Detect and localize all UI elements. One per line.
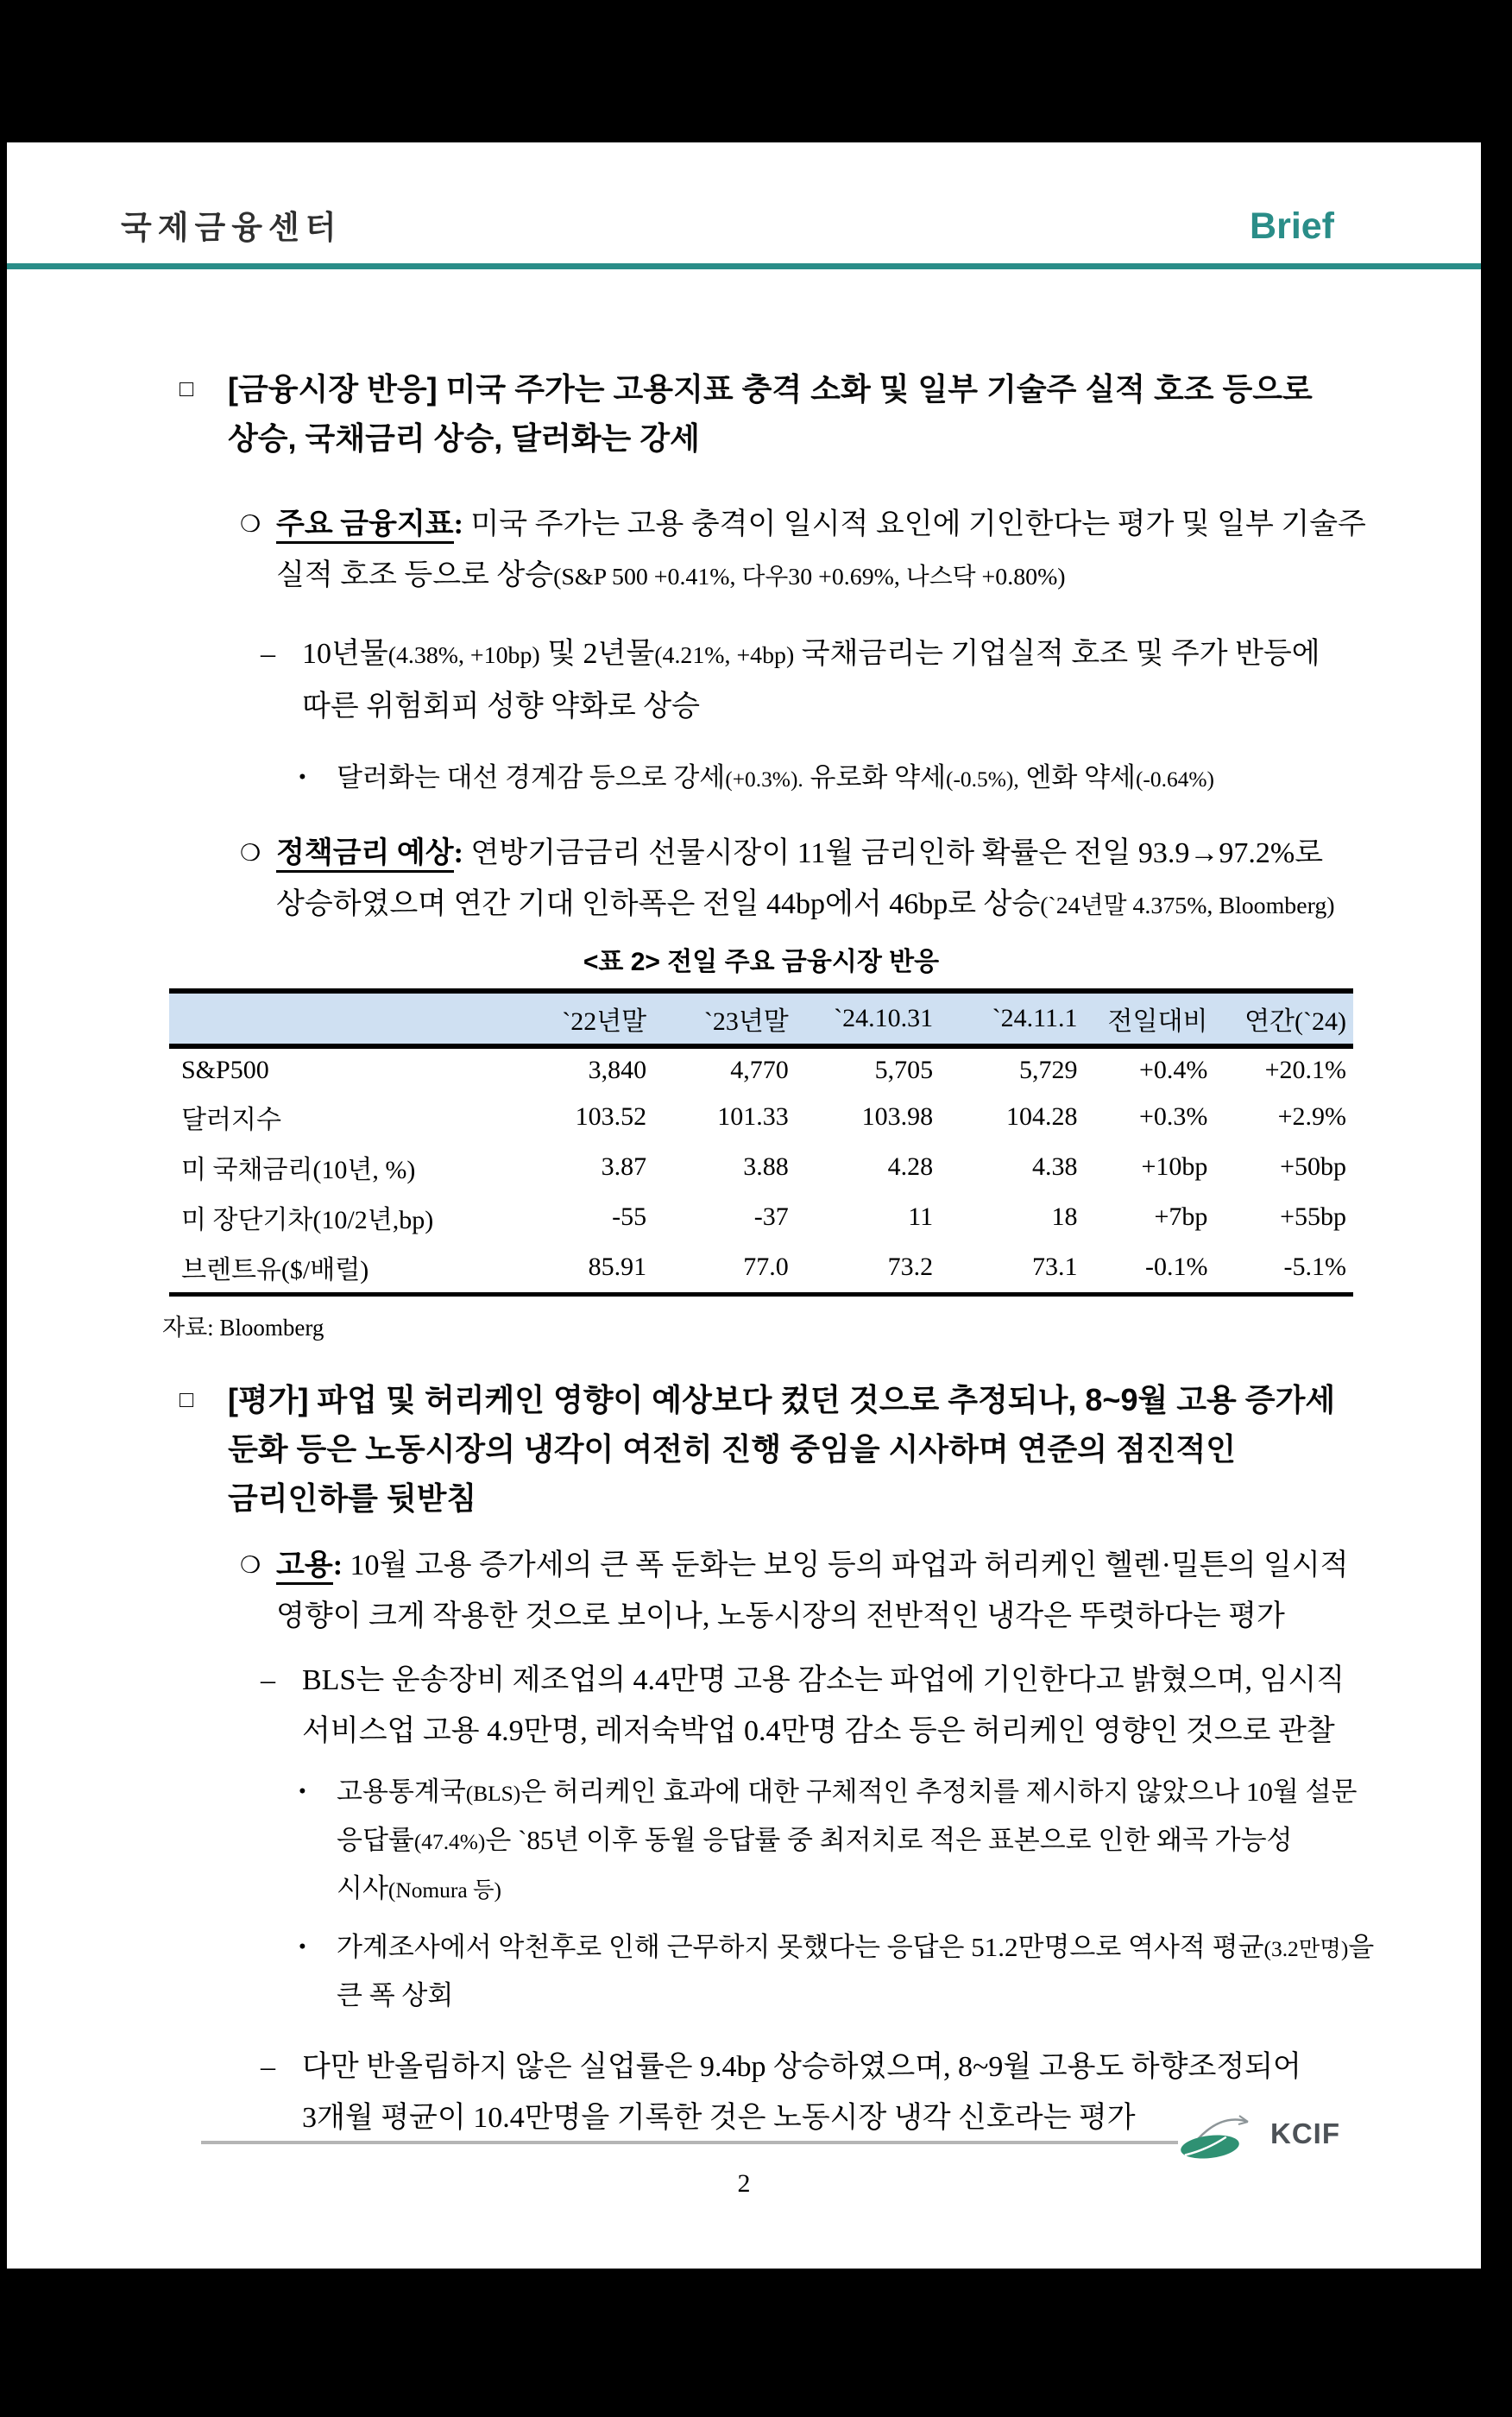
paragraph-line: 가계조사에서 악천후로 인해 근무하지 못했다는 응답은 51.2만명으로 역사적 평균(3.2만명)을 [337,1932,1375,1962]
heading-line: 둔화 등은 노동시장의 냉각이 여전히 진행 중임을 시사하며 연준의 점진적인 [228,1431,1237,1467]
heading-market-reaction [180,364,1360,463]
table-row: 달러지수 103.52 101.33 103.98 104.28 +0.3% +2.9% [181,1102,1346,1134]
paragraph-line: 따른 위험회피 성향 약화로 상승 [302,691,700,723]
underlined-label: 고용 [276,1549,333,1585]
document-page [7,142,1481,2269]
market-table [169,988,1353,1297]
footer-divider [201,2141,1178,2144]
dash-bullet-icon: – [261,2051,275,2083]
para-fx [299,754,1360,803]
paragraph-line: 응답률(47.4%)은 `85년 이후 동월 응답률 중 최저치로 적은 표본으로 인한 왜곡 가능성 [337,1825,1293,1855]
paragraph-line: 실적 호조 등으로 상승(S&P 500 +0.41%, 다우30 +0.69%, 나스닥 +0.80%) [276,559,1066,591]
square-bullet-icon: □ [180,1386,194,1412]
kcif-logo [1179,2104,1360,2164]
masthead [7,142,1481,248]
paragraph-line: 10년물(4.38%, +10bp) 및 2년물(4.21%, +4bp) 국채금리는 기업실적 호조 및 주가 반등에 [302,638,1320,670]
table-row: 미 국채금리(10년, %) 3.87 3.88 4.28 4.38 +10bp +50bp [181,1152,1346,1184]
underlined-label: 주요 금융지표 [276,508,454,544]
table-title: <표 2> 전일 주요 금융시장 반응 [583,948,940,976]
dot-bullet-icon: • [299,1935,306,1959]
underlined-label: 정책금리 예상 [276,837,454,873]
page-number: 2 [737,2169,751,2198]
paragraph-line: 큰 폭 상회 [337,1980,454,2010]
paragraph-line: 주요 금융지표: 미국 주가는 고용 충격이 일시적 요인에 기인한다는 평가 및 일부 기술주 [276,499,1366,550]
heading-assessment [180,1375,1360,1523]
heading-line: [금융시장 반응] 미국 주가는 고용지표 충격 소화 및 일부 기술주 실적 호조 등으로 [228,371,1313,407]
paragraph-line: 다만 반올림하지 않은 실업률은 9.4bp 상승하였으며, 8~9월 고용도 하향조정되어 [302,2051,1301,2083]
table-source: 자료: Bloomberg [162,1315,324,1341]
paragraph-line: 고용통계국(BLS)은 허리케인 효과에 대한 구체적인 추정치를 제시하지 않았으나 10월 설문 [337,1776,1358,1807]
paragraph-line: 영향이 크게 작용한 것으로 보이나, 노동시장의 전반적인 냉각은 뚜렷하다는 평가 [276,1600,1285,1632]
heading-line: 금리인하를 뒷받침 [228,1480,477,1516]
table-header-row: `22년말 `23년말 `24.10.31 `24.11.1 전일대비 연간(`24) [169,991,1353,1046]
dot-bullet-icon: • [299,1780,306,1803]
table-row: 미 장단기차(10/2년,bp) -55 -37 11 18 +7bp +55bp [181,1202,1346,1234]
para-survey [299,1769,1360,1914]
para-employment [240,1540,1360,1642]
para-treasury [261,628,1360,732]
paragraph-line: 서비스업 고용 4.9만명, 레저숙박업 0.4만명 감소 등은 허리케인 영향인 것으로 관찰 [302,1715,1335,1747]
heading-line: 상승, 국채금리 상승, 달러화는 강세 [228,420,700,456]
org-name: 국제금융센터 [121,210,343,245]
table-row: S&P500 3,840 4,770 5,705 5,729 +0.4% +20.1% [181,1056,1346,1084]
paragraph-line: 정책금리 예상: 연방기금금리 선물시장이 11월 금리인하 확률은 전일 93.9→97.2%로 [276,828,1360,879]
table-row: 브렌트유($/배럴) 85.91 77.0 73.2 73.1 -0.1% -5.1% [181,1253,1346,1284]
paragraph-line: 3개월 평균이 10.4만명을 기록한 것은 노동시장 냉각 신호라는 평가 [302,2102,1136,2134]
teal-rule [7,263,1481,269]
dash-bullet-icon: – [261,1664,275,1696]
brief-wordmark: Brief [1250,205,1334,247]
para-household [299,1924,1375,2018]
para-key-indicators [240,499,1366,603]
dot-bullet-icon: • [299,766,306,789]
paragraph-line: 고용: 10월 고용 증가세의 큰 폭 둔화는 보잉 등의 파업과 허리케인 헬렌·밀튼의 일시적 [276,1540,1360,1591]
square-bullet-icon: □ [180,375,194,401]
paragraph-line: 달러화는 대선 경계감 등으로 강세(+0.3%). 유로화 약세(-0.5%), 엔화 약세(-0.64%) [337,762,1214,792]
paragraph-line: 상승하였으며 연간 기대 인하폭은 전일 44bp에서 46bp로 상승(`24년말 4.375%, Bloomberg) [276,888,1335,920]
para-bls [261,1655,1360,1757]
kcif-logo-mark [1179,2106,1265,2161]
paragraph-line: BLS는 운송장비 제조업의 4.4만명 고용 감소는 파업에 기인한다고 밝혔으며, 임시직 [302,1664,1345,1696]
circle-bullet-icon: ❍ [240,840,261,866]
document-body [7,269,1481,2143]
market-table-block [162,940,1353,1342]
paragraph-line: 시사(Nomura 등) [337,1873,501,1903]
dash-bullet-icon: – [261,638,275,670]
heading-line: [평가] 파업 및 허리케인 영향이 예상보다 컸던 것으로 추정되나, 8~9월 고용 증가세 [228,1382,1336,1417]
circle-bullet-icon: ❍ [240,511,261,537]
circle-bullet-icon: ❍ [240,1552,261,1578]
kcif-logo-text: KCIF [1270,2117,1340,2149]
para-policy-rate [240,828,1360,931]
